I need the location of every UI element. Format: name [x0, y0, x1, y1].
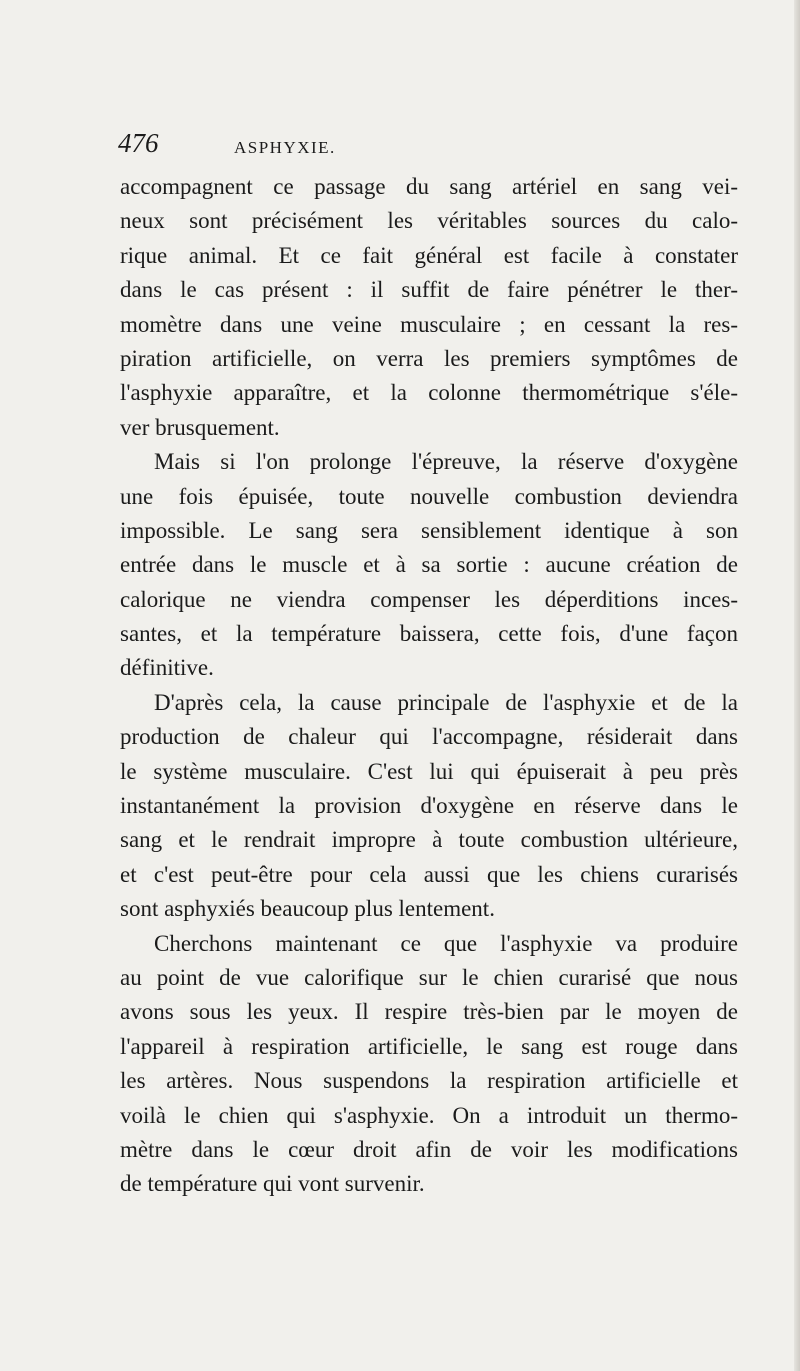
text-body [120, 170, 738, 1202]
page-number: 476 [118, 128, 159, 158]
text-line: ver brusquement. [120, 414, 280, 440]
paragraph [120, 686, 738, 927]
text-line: mètre dans le cœur droit afin de voir les modifications [120, 1136, 738, 1162]
text-line: rique animal. Et ce fait général est facile à constater [120, 242, 738, 268]
paragraph [120, 445, 738, 686]
text-line: de température qui vont survenir. [120, 1171, 425, 1197]
text-line: définitive. [120, 655, 214, 681]
text-line: piration artificielle, on verra les premiers symptômes de [120, 345, 738, 371]
text-line: les artères. Nous suspendons la respiration artificielle et [120, 1068, 738, 1094]
text-line: et c'est peut-être pour cela aussi que les chiens curarisés [120, 861, 738, 887]
text-line: momètre dans une veine musculaire ; en cessant la res- [120, 311, 738, 337]
text-line: avons sous les yeux. Il respire très-bien par le moyen de [120, 999, 738, 1025]
text-line: le système musculaire. C'est lui qui épuiserait à peu près [120, 758, 738, 784]
paragraph [120, 927, 738, 1202]
running-head: ASPHYXIE. [234, 138, 336, 157]
text-line: voilà le chien qui s'asphyxie. On a introduit un thermo- [120, 1102, 738, 1128]
page-edge [794, 0, 800, 1371]
text-line: entrée dans le muscle et à sa sortie : aucune création de [120, 552, 738, 578]
text-line: production de chaleur qui l'accompagne, résiderait dans [120, 724, 738, 750]
text-line: une fois épuisée, toute nouvelle combustion deviendra [120, 483, 738, 509]
text-line: accompagnent ce passage du sang artériel en sang vei- [120, 174, 738, 199]
text-line: Mais si l'on prolonge l'épreuve, la réserve d'oxygène [154, 449, 738, 475]
text-line: neux sont précisément les véritables sources du calo- [120, 208, 738, 234]
text-line: sang et le rendrait impropre à toute combustion ultérieure, [120, 827, 738, 853]
text-line: instantanément la provision d'oxygène en réserve dans le [120, 793, 738, 819]
text-line: D'après cela, la cause principale de l'asphyxie et de la [154, 689, 738, 715]
text-line: sont asphyxiés beaucoup plus lentement. [120, 896, 495, 922]
paragraph [120, 170, 738, 445]
text-line: Cherchons maintenant ce que l'asphyxie va produire [154, 930, 738, 956]
page-header [118, 128, 738, 164]
text-line: dans le cas présent : il suffit de faire pénétrer le ther- [120, 277, 738, 303]
text-line: l'appareil à respiration artificielle, le sang est rouge dans [120, 1033, 738, 1059]
text-line: au point de vue calorifique sur le chien curarisé que nous [120, 964, 738, 990]
text-line: l'asphyxie apparaître, et la colonne thermométrique s'éle- [120, 380, 738, 406]
text-line: impossible. Le sang sera sensiblement identique à son [120, 517, 738, 543]
text-line: santes, et la température baissera, cette fois, d'une façon [120, 621, 738, 647]
text-line: calorique ne viendra compenser les déperditions inces- [120, 586, 738, 612]
